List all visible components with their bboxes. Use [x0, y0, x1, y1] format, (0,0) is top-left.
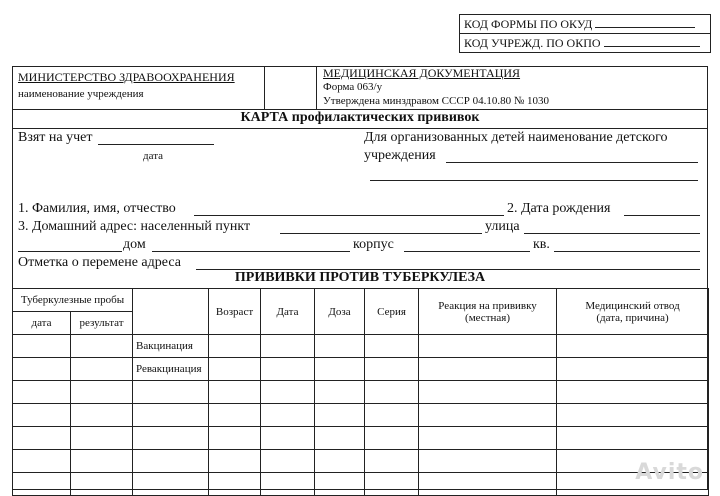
okud-row: [460, 15, 710, 34]
table-row: [13, 358, 709, 381]
cell[interactable]: [261, 404, 315, 427]
cell[interactable]: [209, 427, 261, 450]
age-header: Возраст: [209, 289, 261, 335]
cell[interactable]: [315, 450, 365, 473]
cell[interactable]: [133, 404, 209, 427]
table-row: [13, 473, 709, 496]
date-hint: дата: [143, 150, 164, 162]
cell[interactable]: [71, 427, 133, 450]
cell[interactable]: [261, 450, 315, 473]
series-header: Серия: [365, 289, 419, 335]
cell[interactable]: [209, 473, 261, 496]
house-field[interactable]: [152, 251, 350, 252]
cell[interactable]: [365, 473, 419, 496]
cell[interactable]: [557, 335, 709, 358]
okpo-row: [460, 34, 710, 52]
cell[interactable]: [13, 404, 71, 427]
table-row: [13, 427, 709, 450]
cell[interactable]: [557, 381, 709, 404]
cell[interactable]: [71, 450, 133, 473]
cell[interactable]: [261, 427, 315, 450]
org-institution-label: учреждения: [364, 148, 436, 163]
street-label: улица: [485, 219, 520, 234]
org-institution-field-2[interactable]: [370, 180, 698, 181]
cell[interactable]: [261, 473, 315, 496]
exemption-header: [557, 289, 709, 335]
blank-header: [133, 289, 209, 335]
building-field[interactable]: [404, 251, 530, 252]
approved-label: Утверждена минздравом СССР 04.10.80 № 1030: [323, 95, 550, 107]
blank-header-cell: [265, 66, 317, 110]
cell[interactable]: [13, 450, 71, 473]
settlement-field[interactable]: [280, 233, 482, 234]
exemption-header-line2: (дата, причина): [596, 311, 669, 324]
avito-watermark: Avito: [635, 460, 704, 485]
cell[interactable]: [133, 450, 209, 473]
address-line-field[interactable]: [18, 251, 122, 252]
org-institution-field[interactable]: [446, 162, 698, 163]
full-name-label: 1. Фамилия, имя, отчество: [18, 201, 176, 216]
birth-date-label: 2. Дата рождения: [507, 201, 611, 216]
cell[interactable]: [133, 381, 209, 404]
exemption-header-line1: Медицинский отвод: [585, 299, 680, 312]
address-change-label: Отметка о перемене адреса: [18, 255, 181, 270]
cell[interactable]: [557, 358, 709, 381]
cell[interactable]: [315, 473, 365, 496]
tb-section-title: ПРИВИВКИ ПРОТИВ ТУБЕРКУЛЕЗА: [234, 270, 486, 285]
full-name-field[interactable]: [194, 215, 504, 216]
okud-field[interactable]: [595, 15, 695, 28]
tb-test-result-header: результат: [71, 312, 133, 335]
institution-label: наименование учреждения: [18, 88, 144, 100]
cell[interactable]: [13, 427, 71, 450]
street-field[interactable]: [524, 233, 700, 234]
cell[interactable]: [419, 450, 557, 473]
cell[interactable]: [261, 358, 315, 381]
cell[interactable]: [133, 427, 209, 450]
cell[interactable]: [13, 381, 71, 404]
cell[interactable]: [209, 404, 261, 427]
registered-field[interactable]: [98, 144, 214, 145]
reaction-header-line2: (местная): [465, 311, 510, 324]
cell[interactable]: [315, 427, 365, 450]
cell[interactable]: [419, 358, 557, 381]
cell[interactable]: [71, 404, 133, 427]
address-label: 3. Домашний адрес: населенный пункт: [18, 219, 251, 234]
table-row: [13, 335, 709, 358]
registered-label: Взят на учет: [18, 130, 93, 145]
cell[interactable]: [315, 358, 365, 381]
cell[interactable]: [13, 358, 71, 381]
ministry-cell: [12, 66, 265, 110]
cell[interactable]: [419, 381, 557, 404]
ministry-label: МИНИСТЕРСТВО ЗДРАВООХРАНЕНИЯ: [18, 70, 235, 84]
cell[interactable]: [13, 473, 71, 496]
cell[interactable]: [419, 473, 557, 496]
apt-label: кв.: [533, 237, 550, 252]
date-col-header: Дата: [261, 289, 315, 335]
tb-vaccination-table: [12, 288, 709, 496]
card-title: КАРТА профилактических прививок: [240, 110, 480, 125]
birth-date-field[interactable]: [624, 215, 700, 216]
apt-field[interactable]: [554, 251, 700, 252]
cell[interactable]: [71, 473, 133, 496]
table-row: [13, 404, 709, 427]
cell[interactable]: [71, 335, 133, 358]
cell[interactable]: [209, 358, 261, 381]
tb-tests-header: Туберкулезные пробы: [13, 289, 133, 312]
cell[interactable]: [261, 381, 315, 404]
table-row: [13, 450, 709, 473]
cell[interactable]: [71, 381, 133, 404]
cell[interactable]: [365, 450, 419, 473]
building-label: корпус: [353, 237, 394, 252]
dose-header: Доза: [315, 289, 365, 335]
cell[interactable]: [365, 335, 419, 358]
cell[interactable]: [315, 381, 365, 404]
cell[interactable]: [209, 335, 261, 358]
reaction-header: [419, 289, 557, 335]
cell[interactable]: [557, 404, 709, 427]
cell[interactable]: [13, 335, 71, 358]
org-children-label: Для организованных детей наименование детского: [364, 130, 668, 145]
cell[interactable]: [209, 450, 261, 473]
cell[interactable]: [315, 335, 365, 358]
title-divider: [12, 128, 708, 129]
table-row: [13, 381, 709, 404]
form-number-label: Форма 063/у: [323, 81, 383, 93]
house-label: дом: [123, 237, 146, 252]
cell[interactable]: [365, 427, 419, 450]
doc-info-cell: [317, 66, 708, 110]
cell[interactable]: [365, 358, 419, 381]
doc-type-label: МЕДИЦИНСКАЯ ДОКУМЕНТАЦИЯ: [323, 66, 521, 80]
cell[interactable]: [71, 358, 133, 381]
cell[interactable]: [261, 335, 315, 358]
okpo-label: КОД УЧРЕЖД. ПО ОКПО: [464, 36, 601, 50]
cell[interactable]: [315, 404, 365, 427]
okud-label: КОД ФОРМЫ ПО ОКУД: [464, 17, 593, 31]
cell[interactable]: [209, 381, 261, 404]
cell[interactable]: [419, 404, 557, 427]
cell[interactable]: [419, 427, 557, 450]
cell[interactable]: [365, 381, 419, 404]
cell[interactable]: [365, 404, 419, 427]
cell[interactable]: [419, 335, 557, 358]
form-codes-box: [459, 14, 711, 53]
tb-test-date-header: дата: [13, 312, 71, 335]
vaccination-label: Вакцинация: [133, 335, 209, 358]
cell[interactable]: [557, 427, 709, 450]
revaccination-label: Ревакцинация: [133, 358, 209, 381]
reaction-header-line1: Реакция на прививку: [438, 299, 537, 312]
okpo-field[interactable]: [604, 34, 700, 47]
cell[interactable]: [133, 473, 209, 496]
